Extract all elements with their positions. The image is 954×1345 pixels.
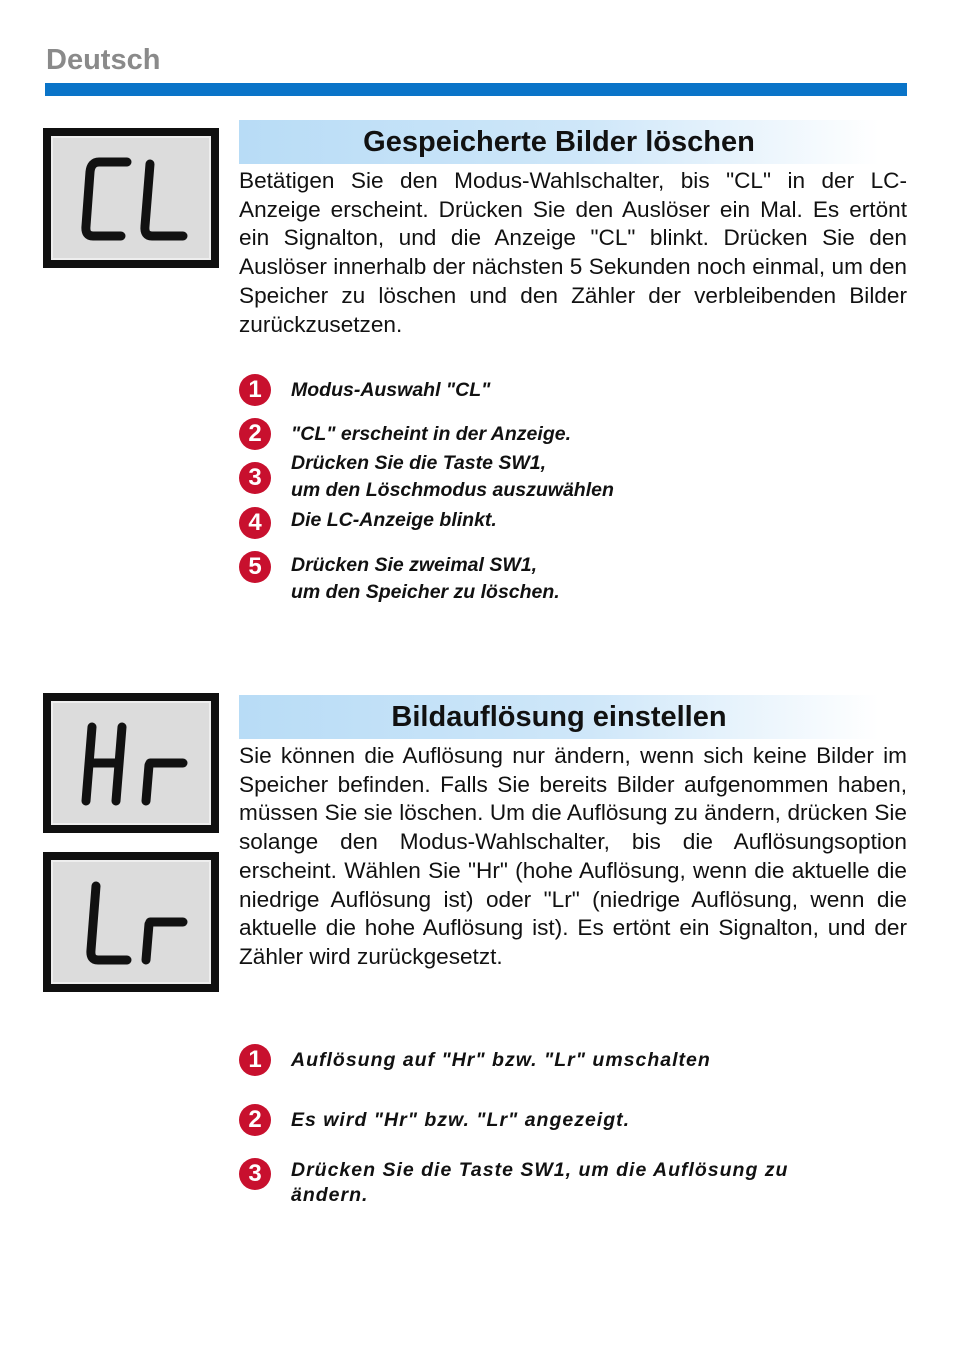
paragraph-resolution: Sie können die Auflösung nur ändern, wenn sich keine Bilder im Speicher befinden. Falls Sie bereits Bilder aufgenommen haben, müssen Sie sie löschen. Um die Auflösung zu ändern, drücken Sie solange den Modus-Wahlschalter, bis die Auflösungsoption erscheint. Wählen Sie "Hr" (hohe Auflösung, wenn die aktuelle die niedrige Auflösung ist) oder "Lr" (niedrige Auflösung, wenn die aktuelle die hohe Auflösung ist). Es ertönt ein Signalton, und der Zähler wird zurückgesetzt. <box>239 743 907 969</box>
step-badge: 1 <box>239 1044 271 1076</box>
step-badge: 1 <box>239 374 271 406</box>
step-text: Modus-Auswahl "CL" <box>291 379 491 401</box>
step-text: "CL" erscheint in der Anzeige. <box>291 423 571 445</box>
lcd-glyphs-hr <box>51 701 211 825</box>
language-label: Deutsch <box>46 44 161 76</box>
step-badge: 2 <box>239 418 271 450</box>
lcd-display-hr <box>43 693 219 833</box>
section-title-resolution: Bildauflösung einstellen <box>239 695 879 739</box>
lcd-glyphs-cl <box>51 136 211 260</box>
lcd-display-lr <box>43 852 219 992</box>
step-text: Auflösung auf "Hr" bzw. "Lr" umschalten <box>291 1049 711 1071</box>
step-text: Die LC-Anzeige blinkt. <box>291 509 497 531</box>
header-rule <box>45 83 907 96</box>
step-text: Drücken Sie die Taste SW1, um den Löschmodus auszuwählen <box>291 452 614 501</box>
step-text: Drücken Sie die Taste SW1, um die Auflösung zu ändern. <box>291 1159 789 1206</box>
lcd-display-cl <box>43 128 219 268</box>
step-text: Es wird "Hr" bzw. "Lr" angezeigt. <box>291 1109 631 1131</box>
step-badge: 4 <box>239 507 271 539</box>
step-badge: 5 <box>239 551 271 583</box>
paragraph-delete: Betätigen Sie den Modus-Wahlschalter, bis "CL" in der LC-Anzeige erscheint. Drücken Sie den Auslöser ein Mal. Es ertönt ein Signalton, und die Anzeige "CL" blinkt. Drücken Sie den Auslöser innerhalb der nächsten 5 Sekunden noch einmal, um den Speicher zu löschen und den Zähler der verbleibenden Bilder zurückzusetzen. <box>239 168 907 337</box>
step-badge: 3 <box>239 462 271 494</box>
step-badge: 2 <box>239 1104 271 1136</box>
section-title-delete: Gespeicherte Bilder löschen <box>239 120 879 164</box>
step-text: Drücken Sie zweimal SW1, um den Speicher zu löschen. <box>291 554 560 603</box>
step-badge: 3 <box>239 1158 271 1190</box>
lcd-glyphs-lr <box>51 860 211 984</box>
